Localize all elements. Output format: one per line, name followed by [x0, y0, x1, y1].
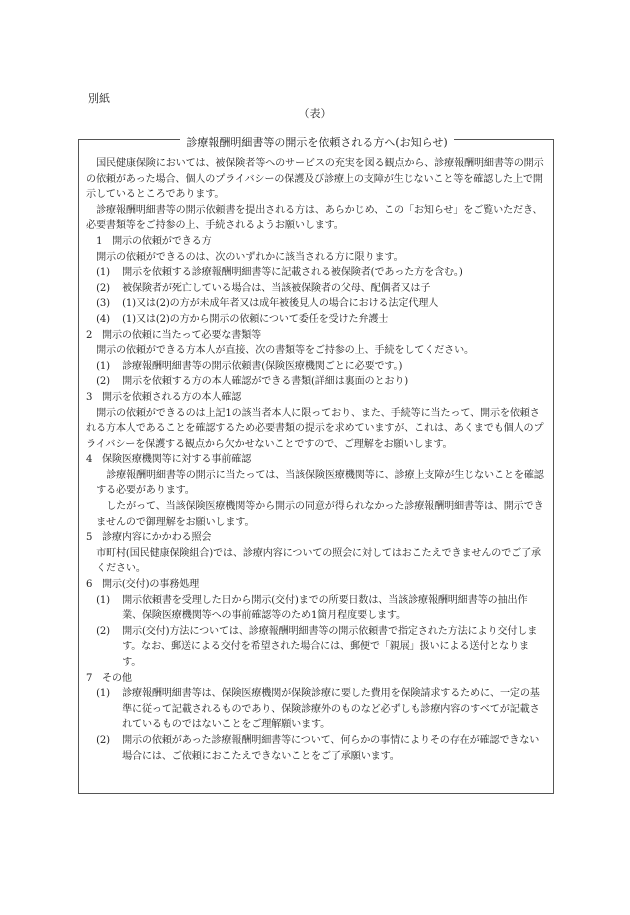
list-item — [86, 281, 547, 297]
section-title: 診療内容にかかわる照会 — [102, 532, 212, 544]
section-5-heading — [86, 530, 547, 546]
section-1-body: 開示の依頼ができるのは、次のいずれかに該当される方に限ります。 — [96, 251, 404, 263]
item-number: (2) — [96, 376, 110, 388]
section-title: 開示を依頼される方の本人確認 — [102, 391, 242, 403]
section-2-body: 開示の依頼ができる方本人が直接、次の書類等をご持参の上、手続をしてください。 — [96, 345, 474, 357]
list-item — [86, 265, 547, 281]
item-number: (3) — [96, 298, 110, 310]
section-3-heading — [86, 390, 547, 406]
item-text: 開示の依頼があった診療報酬明細書等について、何らかの事情によりその存在が確認できない場合には、ご依頼におこたえできないことをご了承願います。 — [122, 734, 540, 762]
item-number: (2) — [96, 734, 110, 746]
section-number: 4 — [86, 454, 93, 466]
notice-box — [78, 136, 554, 794]
side-label: （表） — [298, 107, 332, 120]
item-number: (1) — [96, 594, 110, 606]
item-text: 被保険者が死亡している場合は、当該被保険者の父母、配偶者又は子 — [122, 282, 431, 294]
item-number: (2) — [96, 282, 110, 294]
annex-label: 別紙 — [88, 92, 110, 105]
list-item — [86, 624, 547, 671]
section-2-heading — [86, 328, 547, 344]
section-number: 7 — [86, 672, 93, 684]
list-item — [86, 312, 547, 328]
item-text: 開示を依頼する方の本人確認ができる書類(詳細は裏面のとおり) — [122, 376, 409, 388]
item-text: (1)又は(2)の方から開示の依頼について委任を受けた弁護士 — [122, 313, 389, 325]
section-title: 開示の依頼ができる方 — [112, 235, 212, 247]
intro-paragraph-1: 国民健康保険においては、被保険者等へのサービスの充実を図る観点から、診療報酬明細書等の開示の依頼があった場合、個人のプライバシーの保護及び診療上の支障が生じないこと等を確認した上で開示しているところであります。 — [86, 158, 544, 201]
section-title: 開示の依頼に当たって必要な書類等 — [102, 329, 262, 341]
list-item — [86, 374, 547, 390]
item-text: (1)又は(2)の方が未成年者又は成年被後見人の場合における法定代理人 — [122, 298, 439, 310]
item-text: 開示(交付)方法については、診療報酬明細書等の開示依頼書で指定された方法により交付します。なお、郵送による交付を希望された場合には、郵便で「親展」扱いによる送付となります。 — [122, 625, 538, 668]
section-3-body: 開示の依頼ができるのは上記1の該当者本人に限っており、また、手続等に当たって、開示を依頼される方本人であることを確認するため必要書類の提示を求めていますが、これは、あくまでも個人のプライバシーを保護する観点から欠かせないことですので、ご理解をお願いします。 — [86, 407, 544, 450]
section-5-body: 市町村(国民健康保険組合)では、診療内容についての照会に対してはおこたえできませんのでご了承ください。 — [96, 547, 541, 575]
item-number: (1) — [96, 688, 110, 700]
section-4-heading — [86, 452, 547, 468]
section-6-heading — [86, 577, 547, 593]
item-number: (1) — [96, 267, 110, 279]
section-number: 6 — [86, 579, 93, 591]
section-7-heading — [86, 671, 547, 687]
section-title: 開示(交付)の事務処理 — [102, 579, 200, 591]
item-text: 開示依頼書を受理した日から開示(交付)までの所要日数は、当該診療報酬明細書等の抽出作業、保険医療機関等への事前確認等のため1箇月程度要します。 — [122, 594, 528, 622]
notice-title: 診療報酬明細書等の開示を依頼される方へ(お知らせ) — [180, 136, 453, 149]
list-item — [86, 593, 547, 624]
item-text: 診療報酬明細書等の開示依頼書(保険医療機関ごとに必要です。) — [122, 360, 403, 372]
item-number: (4) — [96, 313, 110, 325]
list-item — [86, 359, 547, 375]
section-1-heading — [86, 234, 547, 250]
item-number: (2) — [96, 625, 110, 637]
section-number: 5 — [86, 532, 93, 544]
item-text: 開示を依頼する診療報酬明細書等に記載される被保険者(であった方を含む。) — [122, 267, 463, 279]
intro-paragraph-2: 診療報酬明細書等の開示依頼書を提出される方は、あらかじめ、この「お知らせ」をご覧いただき、必要書類等をご持参の上、手続されるようお願いします。 — [86, 204, 543, 232]
section-title: 保険医療機関等に対する事前確認 — [102, 454, 252, 466]
section-title: その他 — [102, 672, 132, 684]
section-number: 2 — [86, 329, 93, 341]
notice-content — [86, 156, 547, 764]
item-number: (1) — [96, 360, 110, 372]
section-number: 1 — [96, 235, 103, 247]
list-item — [86, 296, 547, 312]
section-number: 3 — [86, 391, 93, 403]
list-item — [86, 686, 547, 733]
notice-title-wrap — [79, 131, 555, 150]
item-text: 診療報酬明細書等は、保険医療機関が保険診療に要した費用を保険請求するために、一定の基準に従って記載されるものであり、保険診療外のものなど必ずしも診療内容のすべてが記載されているものではないことをご理解願います。 — [122, 688, 540, 731]
list-item — [86, 733, 547, 764]
section-4-body-1: 診療報酬明細書等の開示に当たっては、当該保険医療機関等に、診療上支障が生じないことを確認する必要があります。 — [96, 469, 544, 497]
section-4-body-2: したがって、当該保険医療機関等から開示の同意が得られなかった診療報酬明細書等は、開示できませんので御理解をお願いします。 — [96, 501, 544, 528]
